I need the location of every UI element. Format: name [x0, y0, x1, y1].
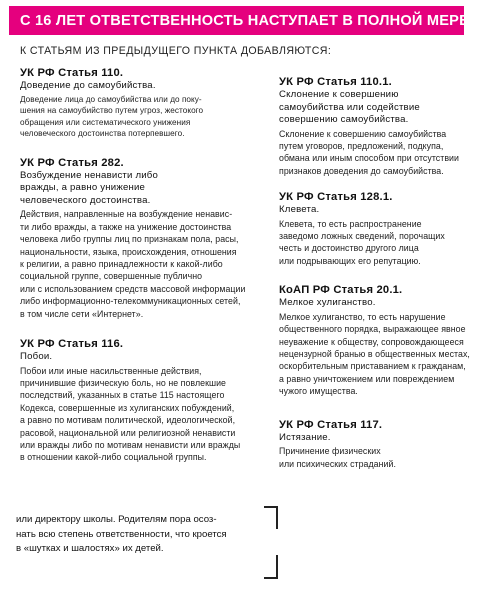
- article-line: или подрывающих его репутацию.: [279, 255, 421, 266]
- article-line: а равно по мотивам политической, идеологической,: [20, 415, 236, 426]
- article-line: ти либо вражды, а также на унижение достоинства: [20, 221, 232, 232]
- article-uk-117: [279, 418, 479, 470]
- article-line: социальной группе, совершенные публично: [20, 271, 203, 282]
- article-line: обращения или систематического унижения: [20, 117, 191, 127]
- corner-bracket-bottom: [264, 555, 278, 579]
- article-title: УК РФ Статья 110.1.: [279, 76, 392, 88]
- article-line: Причинение физических: [279, 446, 381, 457]
- article-line: признаков доведения до самоубийства.: [279, 165, 444, 176]
- footer-line: или директору школы. Родителям пора осоз-: [16, 514, 217, 525]
- article-title: УК РФ Статья 116.: [20, 338, 124, 351]
- article-line: человеческого достоинства потерпевшего.: [20, 129, 185, 139]
- article-line: чужого имущества.: [279, 386, 358, 397]
- article-line: честь и достоинство другого лица: [279, 243, 419, 254]
- article-line: или вражды либо по мотивам ненависти или вражды: [20, 439, 241, 450]
- article-uk-110-1: [279, 75, 479, 177]
- article-body: [20, 365, 264, 464]
- article-title: УК РФ Статья 282.: [20, 156, 124, 169]
- article-subtitle: Склонение к совершению: [279, 89, 399, 100]
- page-title: С 16 ЛЕТ ОТВЕТСТВЕННОСТЬ НАСТУПАЕТ В ПОЛНОЙ МЕРЕ.: [20, 12, 474, 29]
- article-title: КоАП РФ Статья 20.1.: [279, 284, 403, 297]
- article-line: путем уговоров, предложений, подкупа,: [279, 140, 444, 151]
- article-line: Кодекса, совершенные из хулиганских побуждений,: [20, 402, 235, 413]
- article-body: [279, 218, 479, 268]
- article-subtitle: самоубийства или содействие: [279, 101, 420, 113]
- article-body: [279, 445, 479, 470]
- article-subtitle: Мелкое хулиганство.: [279, 297, 376, 309]
- article-uk-128-1: [279, 190, 479, 267]
- article-line: к религии, а равно принадлежности к какой-либо: [20, 259, 223, 269]
- article-subtitle: совершению самоубийства.: [279, 114, 409, 125]
- left-column: [20, 66, 264, 464]
- article-line: последствий, указанных в статье 115 настоящего: [20, 390, 225, 401]
- section-subtitle: К СТАТЬЯМ ИЗ ПРЕДЫДУЩЕГО ПУНКТА ДОБАВЛЯЮТСЯ:: [20, 45, 332, 57]
- article-uk-116: [20, 337, 264, 464]
- article-line: либо информационно-телекоммуникационных сетей,: [20, 296, 241, 307]
- article-line: Клевета, то есть распространение: [279, 218, 422, 229]
- article-line: в отношении какой-либо социальной группы.: [20, 452, 207, 463]
- article-line: причинившие физическую боль, но не повлекшие: [20, 377, 226, 388]
- article-subtitle: Клевета.: [279, 204, 320, 216]
- article-line: заведомо ложных сведений, порочащих: [279, 231, 445, 242]
- article-line: обмана или иным способом при отсутствии: [279, 153, 459, 164]
- article-uk-282: [20, 156, 264, 320]
- article-line: Склонение к совершению самоубийства: [279, 128, 447, 139]
- article-line: общественного порядка, выражающее явное: [279, 324, 466, 335]
- article-line: оскорбительным приставанием к гражданам,: [279, 361, 466, 372]
- article-line: нецензурной бранью в общественных местах,: [279, 348, 470, 359]
- footer-paragraph: [16, 513, 261, 557]
- article-line: шения на самоубийство путем угроз, жестокого: [20, 106, 204, 116]
- right-column: [279, 75, 479, 470]
- article-line: Мелкое хулиганство, то есть нарушение: [279, 311, 446, 322]
- article-line: в том числе сети «Интернет».: [20, 308, 144, 319]
- article-line: или с использованием средств массовой информации: [20, 283, 246, 294]
- article-subtitle: вражды, а равно унижение: [20, 182, 146, 194]
- article-subtitle: Истязание.: [279, 431, 331, 443]
- article-body: [20, 94, 264, 140]
- article-title: УК РФ Статья 110.: [20, 67, 124, 79]
- footer-line: в «шутках и шалостях» их детей.: [16, 543, 164, 555]
- article-line: Побои или иные насильственные действия,: [20, 365, 202, 376]
- article-line: Доведение лица до самоубийства или до поку-: [20, 94, 202, 104]
- article-title: УК РФ Статья 128.1.: [279, 191, 393, 204]
- footer-line: нать всю степень ответственности, что кроется: [16, 528, 227, 540]
- article-line: расовой, национальной или религиозной ненависти: [20, 427, 236, 438]
- article-uk-110: [20, 66, 264, 140]
- article-line: а равно уничтожением или повреждением: [279, 373, 455, 384]
- article-body: [279, 128, 479, 178]
- article-title: УК РФ Статья 117.: [279, 418, 383, 431]
- article-subtitle: Доведение до самоубийства.: [20, 80, 156, 91]
- article-line: Действия, направленные на возбуждение ненавис-: [20, 209, 233, 220]
- article-koap-20-1: [279, 283, 479, 397]
- article-body: [20, 208, 264, 320]
- header-banner: [9, 6, 474, 35]
- article-line: человека либо группы лиц по признакам пола, расы,: [20, 234, 239, 245]
- article-subtitle: Побои.: [20, 351, 53, 363]
- article-line: или психических страданий.: [279, 458, 396, 469]
- corner-bracket-top: [264, 506, 278, 529]
- article-body: [279, 311, 479, 398]
- article-subtitle: человеческого достоинства.: [20, 194, 151, 206]
- article-line: национальности, языка, происхождения, отношения: [20, 246, 237, 257]
- article-line: неуважение к обществу, сопровождающееся: [279, 336, 464, 347]
- article-subtitle: Возбуждение ненависти либо: [20, 169, 159, 181]
